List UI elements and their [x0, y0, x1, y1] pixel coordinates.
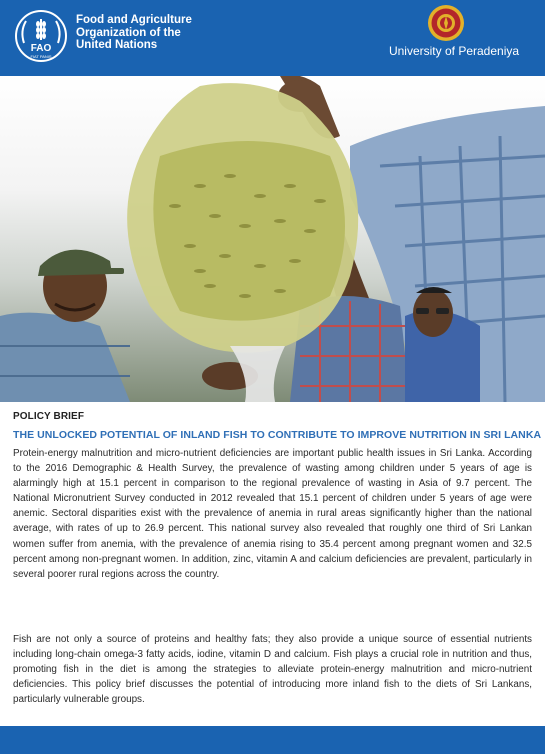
brief-title: THE UNLOCKED POTENTIAL OF INLAND FISH TO CONTRIBUTE TO IMPROVE NUTRITION IN SRI LANKA [13, 429, 542, 441]
cover-photo [0, 76, 545, 402]
policy-brief-label: POLICY BRIEF [13, 411, 85, 422]
fao-line-2: Organization of the [76, 26, 181, 39]
paragraph-2: Fish are not only a source of proteins and healthy fats; they also provide a unique source of essential nutrients including long-chain omega-3 fatty acids, iodine, vitamin D and calcium. Fish plays a crucial role in nutrition and thus, promoting fish in the diet is among the strategies to alleviate protein-energy malnutrition and micro-nutrient deficiencies. This policy brief discusses the potential of introducing more inland fish to the diets of Sri Lankans, particularly vulnerable groups. [13, 634, 532, 706]
paragraph-1: Protein-energy malnutrition and micro-nutrient deficiencies are important public health issues in Sri Lanka. According to the 2016 Demographic & Health Survey, the prevalence of wasting among children under 5 years of age is alarmingly high at 15.1 percent in comparison to the regional prevalence of wasting in Asia of 9.7 percent. The National Micronutrient Survey conducted in 2012 revealed that 15.1 percent of children under 5 years of age were anemic. Sectoral disparities exist with the prevalence of anemia in rural areas significantly higher than the national average, with rates of up to 26.9 percent. This national survey also revealed that roughly one third of Sri Lankan women suffer from anemia, with the prevalence of anemia rising to 35.4 percent among pregnant women and 32.5 percent among non-pregnant women. In addition, zinc, vitamin A and calcium deficiencies are prevalent, particularly in several poorer rural regions across the country. [13, 448, 532, 580]
fao-logo-motto: FIAT PANIS [30, 54, 52, 59]
fao-line-1: Food and Agriculture [76, 14, 192, 26]
footer-bar [0, 726, 545, 754]
header-bar [0, 0, 545, 76]
university-name: University of Peradeniya [388, 44, 520, 58]
fao-org-name [76, 14, 192, 52]
university-seal-icon [427, 4, 465, 42]
cover-photo-illustration [0, 76, 545, 402]
fao-logo [14, 9, 68, 63]
fao-line-3: United Nations [76, 39, 158, 51]
fao-logo-letters: FAO [30, 43, 52, 54]
